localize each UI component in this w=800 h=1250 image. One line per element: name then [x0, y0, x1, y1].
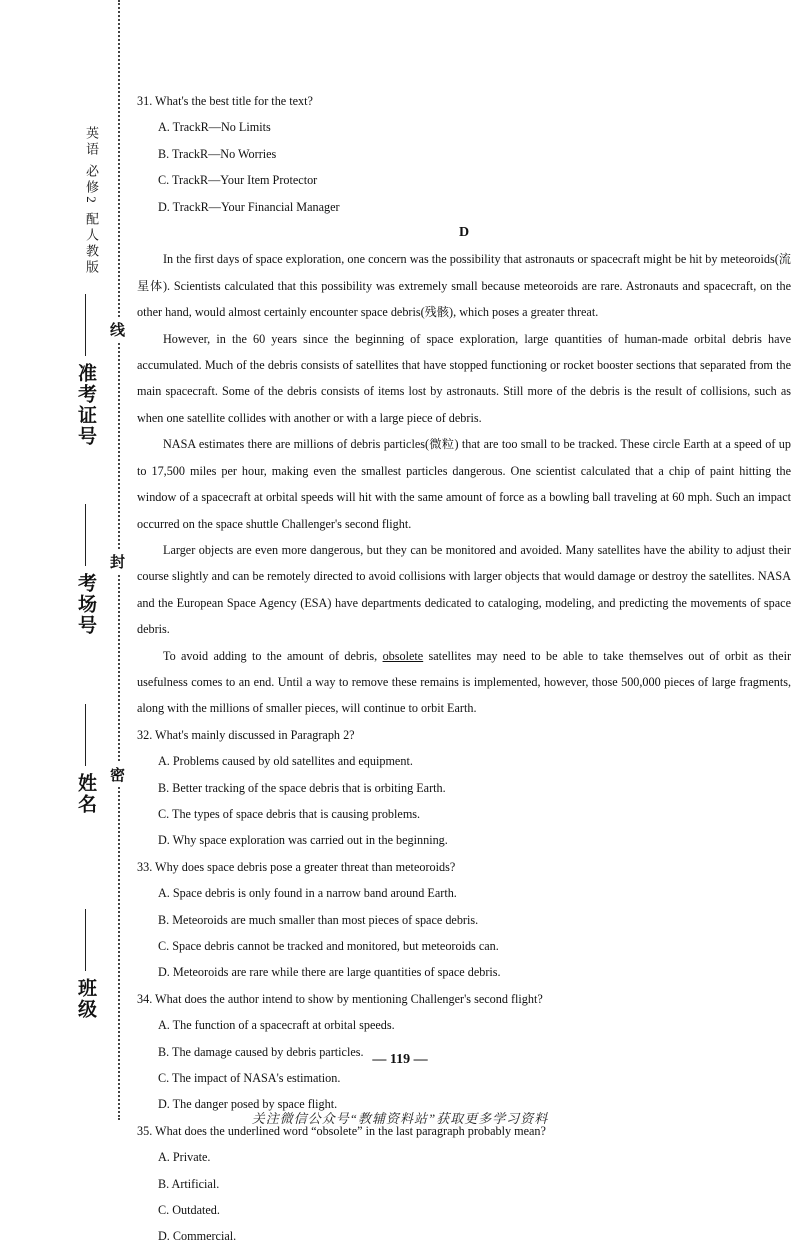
section-heading: D: [458, 225, 470, 241]
underlined-word: obsolete: [382, 648, 424, 663]
q31-option-b: B. TrackR—No Worries: [158, 146, 277, 161]
q34-stem: 34. What does the author intend to show by mentioning Challenger's second flight?: [137, 991, 543, 1006]
q32-option-a: A. Problems caused by old satellites and equipment.: [158, 754, 413, 769]
passage-paragraph-3: NASA estimates there are millions of debris particles(微粒) that are too small to be tracked. These circle Earth at a speed of up to 17,500 miles per hour, making even the smallest particles dangerous. One scientist calculated that a chip of paint hitting the window of a spacecraft at orbital speeds will hit with the same amount of force as a bowling ball traveling at 60 mph. Such an impact occurred on the space shuttle Challenger's second flight.: [137, 437, 791, 531]
q33-option-d: D. Meteoroids are rare while there are large quantities of space debris.: [158, 965, 501, 980]
q33-stem: 33. Why does space debris pose a greater threat than meteoroids?: [137, 859, 456, 874]
q35-stem: 35. What does the underlined word “obsolete” in the last paragraph probably mean?: [137, 1123, 546, 1138]
q31-option-a: A. TrackR—No Limits: [158, 120, 271, 135]
seal-mark-secret: 密: [106, 763, 127, 786]
name-line: [85, 704, 86, 766]
class-line: [85, 909, 86, 971]
seal-mark-seal: 封: [106, 550, 127, 573]
q31-stem: 31. What's the best title for the text?: [137, 94, 313, 108]
q35-option-a: A. Private.: [158, 1150, 211, 1165]
q32-options: [137, 748, 791, 854]
q33-option-c: C. Space debris cannot be tracked and monitored, but meteoroids can.: [158, 939, 499, 953]
class-label: 班级: [75, 977, 96, 1020]
q33-options: [137, 880, 791, 986]
q31-options: [137, 114, 791, 220]
passage-paragraph-4: Larger objects are even more dangerous, but they can be monitored and avoided. Many satellites have the ability to adjust their course slightly and can be remotely directed to avoid collisions with larger objects that would damage or destroy the satellites. NASA and the European Space Agency (ESA) have departments dedicated to cataloging, modeling, and predicting the movements of space debris.: [137, 542, 791, 637]
q35-option-c: C. Outdated.: [158, 1203, 220, 1218]
q34-option-a: A. The function of a spacecraft at orbital speeds.: [158, 1018, 395, 1033]
class-field: [72, 905, 99, 1020]
footer-notice: 关注微信公众号“教辅资料站”获取更多学习资料: [251, 1111, 549, 1126]
room-label: 考场号: [75, 572, 96, 636]
room-line: [85, 504, 86, 566]
name-label: 姓名: [75, 772, 96, 815]
page-number: — 119 —: [372, 1052, 428, 1067]
q31-option-c: C. TrackR—Your Item Protector: [158, 173, 318, 188]
exam-id-label: 准考证号: [75, 362, 96, 447]
seal-mark-line: 线: [106, 318, 127, 341]
exam-id-line: [85, 294, 86, 356]
passage-paragraph-1: In the first days of space exploration, one concern was the possibility that astronauts or spacecraft might be hit by meteoroids(流星体). Scientists calculated that this possibility was extremely small because meteoroids are rare. Astronauts and spacecraft, on the other hand, would almost certainly encounter space debris(残骸), which poses a greater threat.: [137, 252, 791, 320]
room-field: [72, 500, 99, 636]
q32-option-d: D. Why space exploration was carried out in the beginning.: [158, 833, 448, 848]
q35-options: [137, 1144, 791, 1250]
q35-option-b: B. Artificial.: [158, 1176, 220, 1191]
exam-id-field: [72, 290, 99, 447]
q34-option-d: D. The danger posed by space flight.: [158, 1097, 338, 1112]
q32-stem: 32. What's mainly discussed in Paragraph 2?: [137, 727, 355, 742]
name-field: [72, 700, 99, 815]
q33-option-a: A. Space debris is only found in a narrow band around Earth.: [158, 886, 457, 901]
p5-after: satellites may need to be able to take themselves out of orbit as their usefulness comes to an end. Until a way to remove these remains is implemented, however, those 500,000 pieces of large fragments, along with the millions of smaller pieces, will continue to orbit Earth.: [137, 648, 792, 716]
q33-option-b: B. Meteoroids are much smaller than most pieces of space debris.: [158, 912, 479, 927]
q34-option-c: C. The impact of NASA's estimation.: [158, 1071, 341, 1086]
q32-option-c: C. The types of space debris that is causing problems.: [158, 806, 421, 821]
side-book-title: 英语 必修2 配人教版: [84, 126, 99, 276]
passage-paragraph-5: [137, 643, 791, 722]
q31-option-d: D. TrackR—Your Financial Manager: [158, 199, 340, 214]
p5-before: To avoid adding to the amount of debris,: [163, 648, 383, 663]
exam-content: [137, 88, 791, 1250]
q34-option-b: B. The damage caused by debris particles.: [158, 1044, 364, 1059]
passage-paragraph-2: However, in the 60 years since the beginning of space exploration, large quantities of human-made orbital debris have accumulated. Much of the debris consists of satellites that have stopped functioning or rocket booster sections that separated from the main spacecraft. Some of the debris consists of items lost by astronauts. Still more of the debris is the result of collisions, such as when one satellite collides with another or with a large piece of debris.: [137, 331, 791, 425]
q35-option-d: D. Commercial.: [158, 1229, 237, 1244]
q32-option-b: B. Better tracking of the space debris that is orbiting Earth.: [158, 780, 446, 795]
